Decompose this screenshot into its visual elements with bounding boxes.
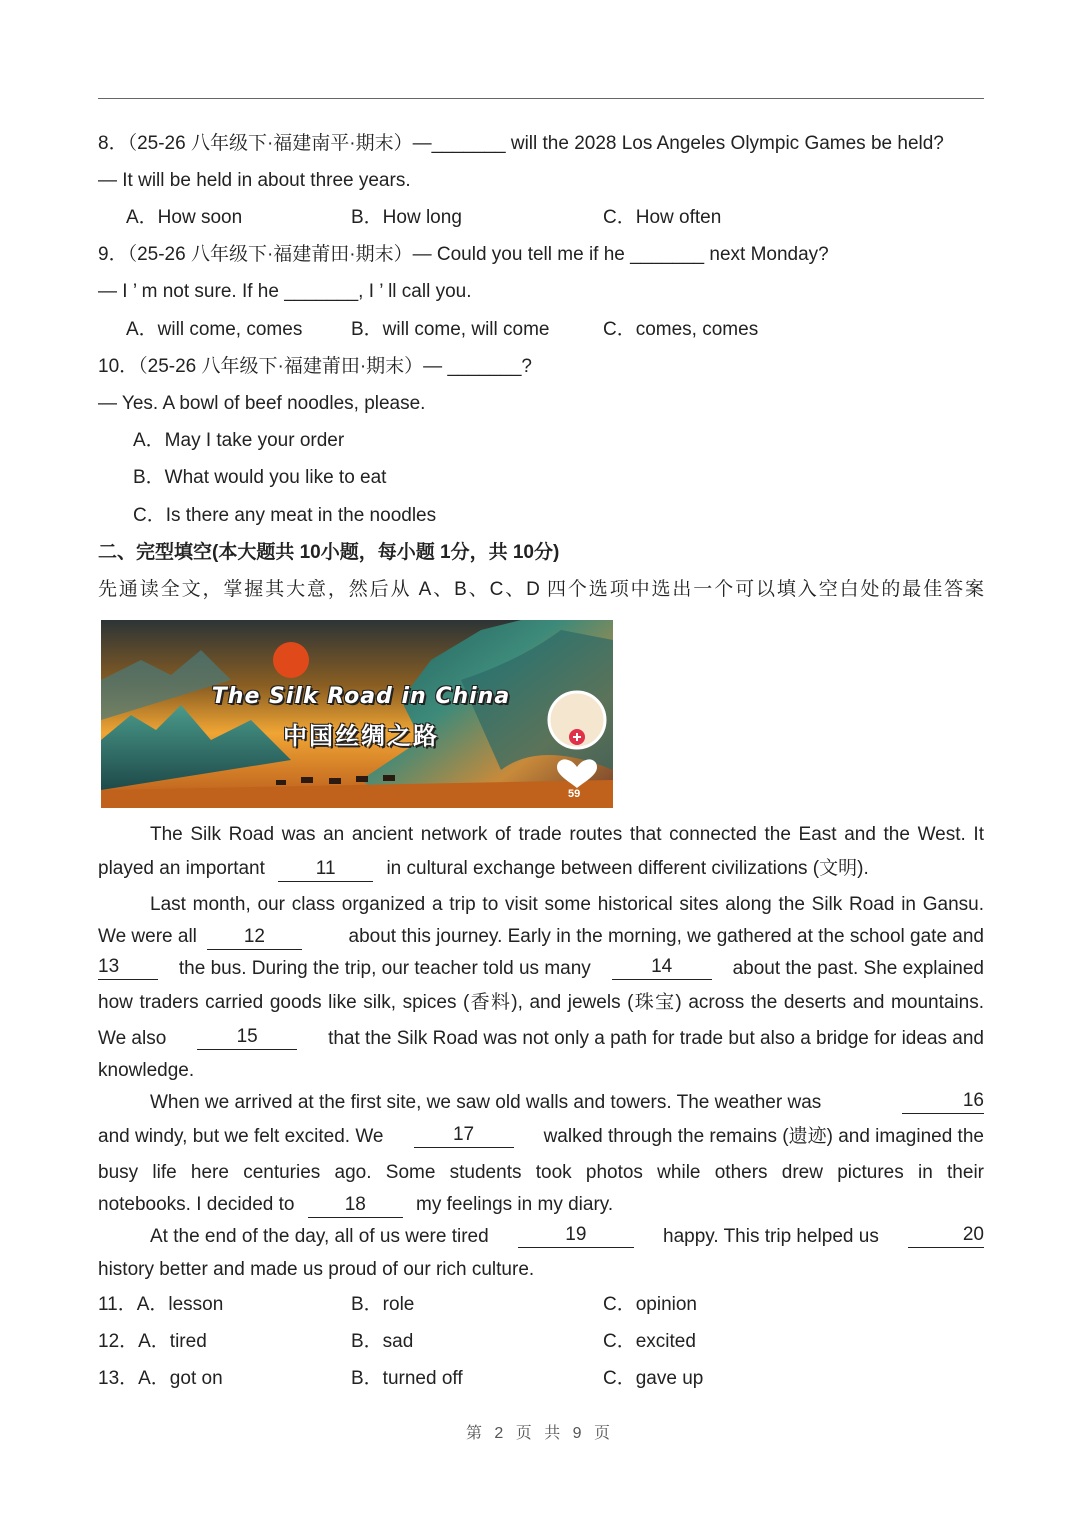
q10-option-c[interactable]: C．Is there any meat in the noodles [133, 505, 437, 526]
q8-stem: 8．（25-26 八年级下·福建南平·期末）—_______ will the 2028 Los Angeles Olympic Games be held? [98, 133, 944, 154]
passage-p4-line1 [98, 1225, 984, 1249]
blank-20[interactable]: 20 [908, 1225, 984, 1248]
passage-text [98, 925, 312, 949]
blank-16[interactable]: 16 [902, 1091, 984, 1114]
passage-p3-line2 [98, 1125, 984, 1149]
header-rule [98, 98, 984, 99]
like-count: 59 [568, 788, 581, 800]
q13-option-a[interactable]: 13．A．got on [98, 1368, 223, 1389]
passage-p2-line5 [98, 1027, 984, 1051]
q8-option-a[interactable]: A．How soon [126, 207, 243, 228]
passage-p4-line2: history better and made us proud of our rich culture. [98, 1259, 535, 1280]
passage-text: At the end of the day, all of us were tired [150, 1226, 489, 1247]
blank-19[interactable]: 19 [518, 1225, 634, 1248]
passage-p3-line4 [98, 1193, 984, 1217]
q10-stem: 10．（25-26 八年级下·福建莆田·期末）— _______? [98, 356, 532, 377]
passage-text: played an important [98, 858, 265, 879]
q13-option-c[interactable]: C．gave up [603, 1368, 704, 1389]
q8-option-b[interactable]: B．How long [351, 207, 462, 228]
q11-option-b[interactable]: B．role [351, 1294, 415, 1315]
passage-text: and windy, but we felt excited. We [98, 1126, 384, 1147]
passage-text: that the Silk Road was not only a path for trade but also a bridge for ideas and [328, 1028, 984, 1049]
passage-text: When we arrived at the first site, we saw old walls and towers. The weather was [150, 1092, 822, 1113]
banner-title-zh: 中国丝绸之路 [283, 721, 439, 750]
q12-option-a[interactable]: 12．A．tired [98, 1331, 207, 1352]
passage-text: about the past. She explained [732, 958, 984, 979]
passage-text-a: We were all [98, 926, 197, 947]
passage-text: about this journey. Early in the morning, we gathered at the school gate and [348, 926, 984, 947]
blank-18[interactable]: 18 [308, 1195, 403, 1218]
q10-option-a[interactable]: A．May I take your order [133, 430, 345, 451]
passage-text: in cultural exchange between different civilizations (文明). [386, 858, 869, 879]
blank-14[interactable]: 14 [612, 957, 712, 980]
section-instruction-text: 先通读全文，掌握其大意，然后从 A、B、C、D 四个选项中选出一个可以填入空白处的最佳答案 [98, 579, 984, 600]
q12-option-c[interactable]: C．excited [603, 1331, 696, 1352]
blank-15[interactable]: 15 [197, 1027, 297, 1050]
banner-title-en: The Silk Road in China [211, 684, 511, 709]
section-heading: 二、完型填空(本大题共 10小题，每小题 1分，共 10分) [98, 542, 560, 563]
blank-13[interactable]: 13 [98, 957, 158, 980]
passage-text: walked through the remains (遗迹) and imagined the [543, 1126, 984, 1147]
q8-option-c[interactable]: C．How often [603, 207, 722, 228]
silk-road-banner-image [101, 620, 613, 808]
passage-p2-line4: how traders carried goods like silk, spices (香料), and jewels (珠宝) across the deserts and mountains. [98, 992, 984, 1013]
q10-option-b[interactable]: B．What would you like to eat [133, 467, 387, 488]
q13-option-b[interactable]: B．turned off [351, 1368, 463, 1389]
passage-text: notebooks. I decided to [98, 1194, 295, 1215]
passage-text: happy. This trip helped us [663, 1226, 879, 1247]
q9-option-b[interactable]: B．will come, will come [351, 319, 550, 340]
q9-option-c[interactable]: C．comes, comes [603, 319, 759, 340]
blank-12[interactable]: 12 [207, 927, 302, 950]
passage-p1-line2 [98, 857, 984, 881]
passage-p2-line2 [98, 925, 984, 949]
passage-p3-line3: busy life here centuries ago. Some students took photos while others drew pictures in their [98, 1162, 984, 1183]
passage-text: my feelings in my diary. [416, 1194, 614, 1215]
passage-p2-line3 [98, 957, 984, 981]
passage-p1-line1: The Silk Road was an ancient network of trade routes that connected the East and the West. It [150, 824, 984, 845]
section-instruction [98, 578, 984, 602]
page-footer: 第 2 页 共 9 页 [465, 1425, 615, 1442]
q8-reply: — It will be held in about three years. [98, 170, 411, 191]
passage-p2-line6: knowledge. [98, 1060, 195, 1081]
passage-p3-line1 [98, 1091, 984, 1115]
q9-option-a[interactable]: A．will come, comes [126, 319, 303, 340]
q10-reply: — Yes. A bowl of beef noodles, please. [98, 393, 426, 414]
q11-option-c[interactable]: C．opinion [603, 1294, 697, 1315]
q9-stem: 9．（25-26 八年级下·福建莆田·期末）— Could you tell me if he _______ next Monday? [98, 244, 829, 265]
banner-scenery [101, 620, 613, 808]
q12-option-b[interactable]: B．sad [351, 1331, 414, 1352]
passage-p2-line1: Last month, our class organized a trip to visit some historical sites along the Silk Road in Gansu. [150, 894, 984, 915]
q11-option-a[interactable]: 11．A．lesson [98, 1294, 224, 1315]
blank-11[interactable]: 11 [278, 859, 373, 882]
passage-text: the bus. During the trip, our teacher told us many [178, 958, 591, 979]
passage-text: We also [98, 1028, 167, 1049]
q9-reply: — I ’ m not sure. If he _______, I ’ ll call you. [98, 281, 472, 302]
blank-17[interactable]: 17 [414, 1125, 514, 1148]
